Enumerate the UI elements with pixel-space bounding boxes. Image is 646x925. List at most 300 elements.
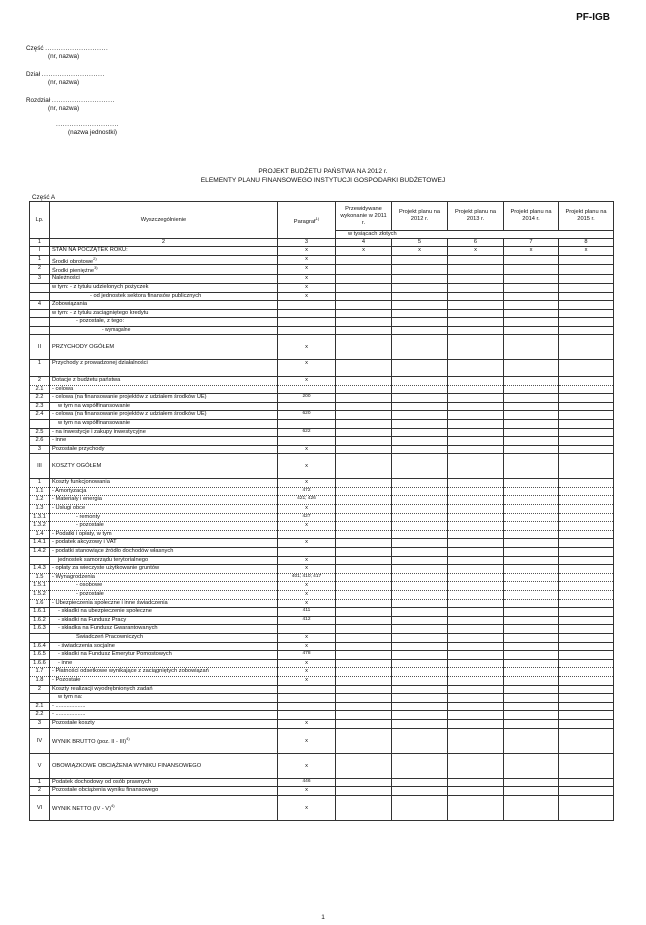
table-row — [30, 728, 614, 753]
table-row — [30, 573, 614, 582]
table-row — [30, 556, 614, 565]
row-value — [448, 326, 504, 334]
row-value — [559, 454, 614, 479]
row-name-text: - pozostałe, z tego: — [76, 318, 125, 325]
row-lp: 1 — [30, 255, 50, 265]
row-value — [336, 309, 392, 318]
czesc-sub: (nr, nazwa) — [48, 53, 80, 60]
col-paragraf: Paragraf$^{1)}$ — [278, 202, 336, 239]
row-value — [559, 394, 614, 403]
table-row — [30, 599, 614, 608]
rozdzial-dots: ............................ — [51, 97, 115, 104]
row-paragraf: x — [278, 599, 336, 608]
table-row — [30, 694, 614, 703]
row-value — [336, 548, 392, 557]
row-name-text: Przychody z prowadzonej działalności — [52, 359, 148, 366]
row-name-text: jednostek samorządu terytorialnego — [58, 556, 149, 563]
row-paragraf: x — [278, 556, 336, 565]
row-paragraf: x — [278, 292, 336, 301]
row-name-text: - celowa (na finansowanie projektów z udziałem środków UE) — [52, 394, 207, 401]
row-value — [448, 625, 504, 634]
row-value — [504, 676, 559, 685]
row-value — [392, 376, 448, 385]
row-value: x — [448, 247, 504, 256]
row-paragraf: x — [278, 787, 336, 796]
row-lp: 2.1 — [30, 385, 50, 394]
row-value — [392, 556, 448, 565]
row-paragraf: 478 — [278, 651, 336, 660]
row-value — [336, 411, 392, 420]
row-paragraf: x — [278, 265, 336, 275]
row-paragraf: x — [278, 795, 336, 820]
row-name — [50, 753, 278, 778]
row-value — [392, 309, 448, 318]
row-value — [336, 702, 392, 711]
row-value — [504, 711, 559, 720]
row-value — [392, 651, 448, 660]
row-value — [559, 795, 614, 820]
row-name-text: - od jednostek sektora finansów publicznych — [90, 292, 202, 299]
row-value — [559, 702, 614, 711]
row-value — [504, 513, 559, 522]
row-name — [50, 445, 278, 454]
row-value — [392, 419, 448, 428]
row-value — [336, 711, 392, 720]
row-paragraf: x — [278, 719, 336, 728]
row-value — [559, 522, 614, 531]
row-lp — [30, 419, 50, 428]
row-value — [448, 265, 504, 275]
table-row — [30, 411, 614, 420]
row-value — [336, 479, 392, 488]
row-value — [448, 608, 504, 617]
row-name-text: - opłaty za wieczyste użytkowanie gruntów — [52, 565, 160, 572]
row-name — [50, 513, 278, 522]
row-value — [559, 309, 614, 318]
row-value — [448, 539, 504, 548]
row-value — [504, 402, 559, 411]
row-value — [504, 445, 559, 454]
row-name — [50, 591, 278, 600]
row-value — [392, 479, 448, 488]
row-value: x — [336, 247, 392, 256]
row-paragraf — [278, 419, 336, 428]
table-row — [30, 292, 614, 301]
row-paragraf — [278, 301, 336, 310]
row-value — [504, 642, 559, 651]
row-paragraf: x — [278, 539, 336, 548]
row-name-text: w tym: - z tytułu udzielonych pożyczek — [52, 283, 149, 290]
row-value — [504, 659, 559, 668]
row-name-text: Środki obrotowe — [52, 258, 94, 265]
row-value — [392, 334, 448, 359]
row-value — [392, 411, 448, 420]
row-lp: 2.5 — [30, 428, 50, 437]
col-number: 6 — [448, 239, 504, 247]
row-value — [392, 402, 448, 411]
row-value — [504, 411, 559, 420]
row-value — [448, 309, 504, 318]
table-row — [30, 711, 614, 720]
row-value — [336, 694, 392, 703]
row-value — [504, 326, 559, 334]
row-value — [559, 668, 614, 677]
row-value — [504, 487, 559, 496]
row-name — [50, 719, 278, 728]
row-value — [448, 437, 504, 446]
row-name-text: w tym na współfinansowanie — [58, 419, 131, 426]
row-value — [559, 676, 614, 685]
row-value — [504, 318, 559, 327]
row-value — [336, 334, 392, 359]
row-value — [392, 591, 448, 600]
row-value — [559, 711, 614, 720]
row-value — [336, 301, 392, 310]
row-name-text: Pozostałe obciążenia wyniku finansowego — [52, 787, 159, 794]
row-name — [50, 275, 278, 284]
row-value — [448, 445, 504, 454]
table-row — [30, 255, 614, 265]
row-value — [336, 522, 392, 531]
row-value — [336, 445, 392, 454]
row-value — [559, 283, 614, 292]
row-value — [448, 702, 504, 711]
part-label: Część A — [32, 194, 56, 201]
row-value — [448, 711, 504, 720]
row-value — [448, 676, 504, 685]
row-value — [336, 419, 392, 428]
row-name — [50, 787, 278, 796]
row-value — [448, 301, 504, 310]
row-value — [336, 265, 392, 275]
row-value — [336, 283, 392, 292]
dzial-field — [26, 71, 105, 87]
row-value — [392, 608, 448, 617]
row-name-text: - składka na Fundusz Gwarantowanych — [58, 625, 158, 632]
row-name-text: - Ubezpieczenia społeczne i inne świadczenia — [52, 599, 168, 606]
table-row — [30, 385, 614, 394]
row-value — [392, 616, 448, 625]
row-value — [448, 565, 504, 574]
row-value — [336, 385, 392, 394]
row-value: x — [559, 247, 614, 256]
czesc-field — [26, 45, 108, 61]
row-value — [448, 599, 504, 608]
row-value — [504, 616, 559, 625]
row-value — [448, 616, 504, 625]
row-name-text: - Pozostałe — [52, 676, 81, 683]
row-paragraf: x — [278, 283, 336, 292]
row-value — [559, 275, 614, 284]
row-value — [392, 676, 448, 685]
row-value — [448, 582, 504, 591]
row-name — [50, 301, 278, 310]
row-lp — [30, 326, 50, 334]
row-value — [504, 309, 559, 318]
row-value — [336, 255, 392, 265]
row-value — [504, 359, 559, 376]
row-value — [336, 719, 392, 728]
row-value — [504, 795, 559, 820]
table-row — [30, 787, 614, 796]
row-value — [448, 496, 504, 505]
row-value — [504, 728, 559, 753]
row-lp: 1.8 — [30, 676, 50, 685]
row-value — [504, 522, 559, 531]
table-row — [30, 753, 614, 778]
row-value — [559, 719, 614, 728]
row-value — [336, 599, 392, 608]
title-line-1: PROJEKT BUDŻETU PAŃSTWA NA 2012 r. — [258, 168, 388, 175]
footnote-marker: 4) — [110, 803, 115, 809]
row-value — [559, 318, 614, 327]
row-lp: 1.3 — [30, 505, 50, 514]
row-value — [392, 711, 448, 720]
budget-table — [29, 201, 614, 821]
row-value — [448, 685, 504, 694]
row-name-text: - osobowe — [76, 582, 103, 589]
row-value — [336, 573, 392, 582]
row-value — [504, 608, 559, 617]
table-row — [30, 505, 614, 514]
row-paragraf — [278, 318, 336, 327]
row-value — [559, 608, 614, 617]
row-value — [504, 275, 559, 284]
row-value — [448, 719, 504, 728]
row-name — [50, 359, 278, 376]
table-row — [30, 719, 614, 728]
row-value — [559, 685, 614, 694]
row-value — [336, 530, 392, 539]
table-row — [30, 548, 614, 557]
row-name — [50, 668, 278, 677]
row-paragraf: x — [278, 334, 336, 359]
row-value — [392, 719, 448, 728]
row-value — [559, 787, 614, 796]
row-value — [559, 642, 614, 651]
row-name — [50, 565, 278, 574]
row-value — [559, 419, 614, 428]
row-value — [448, 778, 504, 787]
row-value — [504, 419, 559, 428]
row-value — [504, 778, 559, 787]
row-value — [448, 334, 504, 359]
row-name — [50, 651, 278, 660]
row-lp: 2.4 — [30, 411, 50, 420]
row-value — [392, 394, 448, 403]
row-value — [448, 530, 504, 539]
row-lp: 1.5 — [30, 573, 50, 582]
row-lp: I — [30, 247, 50, 256]
row-value — [448, 694, 504, 703]
row-value — [392, 318, 448, 327]
table-row — [30, 522, 614, 531]
row-value — [559, 599, 614, 608]
row-lp — [30, 694, 50, 703]
row-name — [50, 309, 278, 318]
row-lp: 1.4 — [30, 530, 50, 539]
row-value — [504, 428, 559, 437]
row-lp: 3 — [30, 445, 50, 454]
table-row — [30, 402, 614, 411]
row-value — [559, 402, 614, 411]
row-value — [392, 685, 448, 694]
row-name-text: OBOWIĄZKOWE OBCIĄŻENIA WYNIKU FINANSOWEGO — [52, 762, 202, 769]
row-paragraf — [278, 685, 336, 694]
row-name-text: - ................... — [52, 702, 86, 709]
row-paragraf: x — [278, 522, 336, 531]
row-name — [50, 685, 278, 694]
row-value — [559, 385, 614, 394]
row-name — [50, 573, 278, 582]
row-name — [50, 728, 278, 753]
row-value — [504, 283, 559, 292]
row-value — [392, 642, 448, 651]
col-number: 3 — [278, 239, 336, 247]
row-value — [559, 445, 614, 454]
row-paragraf: 427 — [278, 513, 336, 522]
row-value — [559, 487, 614, 496]
table-row — [30, 642, 614, 651]
row-paragraf: x — [278, 454, 336, 479]
table-row — [30, 702, 614, 711]
row-lp — [30, 633, 50, 642]
row-paragraf: 412 — [278, 616, 336, 625]
row-name — [50, 539, 278, 548]
row-paragraf: x — [278, 376, 336, 385]
row-lp: 1.6.3 — [30, 625, 50, 634]
row-value — [448, 385, 504, 394]
row-paragraf: x — [278, 728, 336, 753]
table-row — [30, 359, 614, 376]
row-value — [392, 565, 448, 574]
row-value — [448, 402, 504, 411]
table-row — [30, 616, 614, 625]
table-row — [30, 419, 614, 428]
col-2012: Projekt planu na 2012 r. — [392, 202, 448, 231]
row-lp: VI — [30, 795, 50, 820]
row-paragraf: x — [278, 247, 336, 256]
row-name — [50, 633, 278, 642]
row-name — [50, 487, 278, 496]
row-value — [336, 437, 392, 446]
row-lp: II — [30, 334, 50, 359]
row-value — [336, 505, 392, 514]
row-paragraf: x — [278, 505, 336, 514]
row-value — [336, 454, 392, 479]
table-row — [30, 565, 614, 574]
row-value — [392, 548, 448, 557]
jednostka-field — [56, 121, 119, 137]
row-value — [336, 376, 392, 385]
row-value — [448, 633, 504, 642]
row-name — [50, 283, 278, 292]
row-value — [392, 599, 448, 608]
row-value — [392, 659, 448, 668]
row-value — [504, 685, 559, 694]
row-lp: 2.6 — [30, 437, 50, 446]
row-value — [448, 318, 504, 327]
row-paragraf: 200 — [278, 394, 336, 403]
row-lp: III — [30, 454, 50, 479]
row-value — [448, 642, 504, 651]
row-paragraf: x — [278, 275, 336, 284]
row-value — [448, 428, 504, 437]
row-value — [504, 582, 559, 591]
row-value — [448, 411, 504, 420]
row-lp: IV — [30, 728, 50, 753]
table-row — [30, 513, 614, 522]
row-paragraf — [278, 548, 336, 557]
row-value — [336, 753, 392, 778]
row-value — [336, 728, 392, 753]
row-value — [504, 651, 559, 660]
row-value — [559, 565, 614, 574]
row-value — [504, 496, 559, 505]
row-value — [336, 428, 392, 437]
row-value — [559, 651, 614, 660]
row-name — [50, 419, 278, 428]
jednostka-dots: ............................ — [56, 121, 119, 128]
table-row — [30, 428, 614, 437]
row-name — [50, 608, 278, 617]
row-paragraf: x — [278, 633, 336, 642]
row-paragraf — [278, 402, 336, 411]
row-value — [392, 573, 448, 582]
row-value — [559, 265, 614, 275]
rozdzial-sub: (nr, nazwa) — [48, 105, 80, 112]
row-value — [504, 573, 559, 582]
row-value — [392, 787, 448, 796]
row-value — [504, 719, 559, 728]
document-title — [0, 167, 646, 185]
table-row — [30, 582, 614, 591]
czesc-dots: ............................ — [45, 45, 109, 52]
row-value — [448, 479, 504, 488]
row-value — [392, 496, 448, 505]
row-value — [448, 394, 504, 403]
row-lp: 3 — [30, 719, 50, 728]
row-paragraf: x — [278, 255, 336, 265]
row-paragraf — [278, 326, 336, 334]
row-name-text: - Płatności odsetkowe wynikające z zaciągniętych zobowiązań — [52, 668, 209, 675]
row-value — [448, 513, 504, 522]
row-value — [392, 326, 448, 334]
row-value — [336, 616, 392, 625]
row-lp — [30, 292, 50, 301]
table-row — [30, 265, 614, 275]
row-value — [448, 522, 504, 531]
row-value — [448, 487, 504, 496]
row-name-text: - Materiały i energia — [52, 496, 102, 503]
table-row — [30, 676, 614, 685]
row-value — [559, 539, 614, 548]
row-value — [559, 625, 614, 634]
col-przewidywane: Przewidywane wykonanie w 2011 r. — [336, 202, 392, 231]
table-row — [30, 487, 614, 496]
row-name — [50, 530, 278, 539]
row-paragraf: x — [278, 582, 336, 591]
row-name — [50, 394, 278, 403]
row-value — [559, 359, 614, 376]
table-row — [30, 539, 614, 548]
row-value — [392, 255, 448, 265]
row-paragraf — [278, 711, 336, 720]
row-value — [448, 283, 504, 292]
row-value — [392, 265, 448, 275]
row-name-text: - pozostałe — [76, 591, 104, 597]
row-value — [448, 255, 504, 265]
